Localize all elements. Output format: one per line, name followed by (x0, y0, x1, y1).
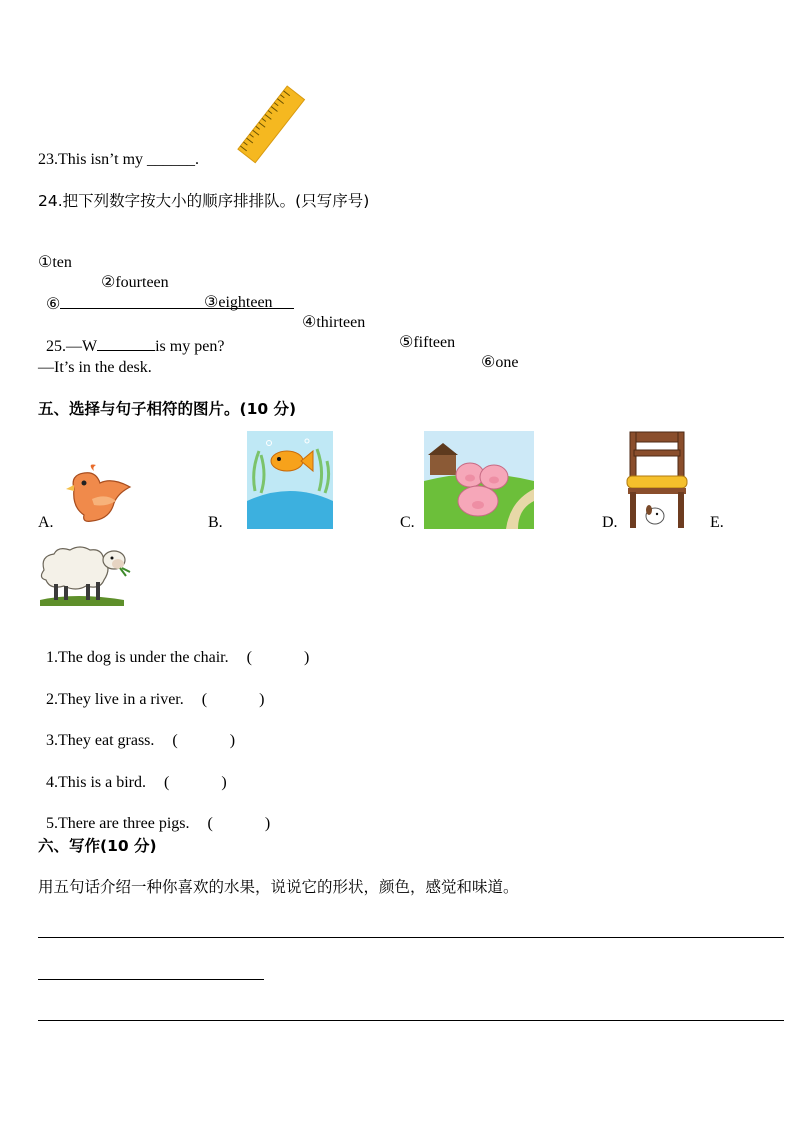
q23-text: 23.This isn’t my ______. (38, 151, 200, 168)
sheep-picture (36, 540, 132, 608)
pigs-picture (424, 431, 534, 529)
option-label-b: B. (208, 514, 223, 531)
q24-option: ①ten (38, 254, 72, 271)
q24-option: ⑤fifteen (399, 334, 456, 351)
q24-option: ②fourteen (101, 274, 169, 291)
answer-parentheses[interactable]: ( ) (164, 774, 227, 791)
writing-line[interactable] (38, 1020, 784, 1021)
sentence-2: 2.They live in a river. ( ) (46, 691, 265, 708)
sentence-5: 5.There are three pigs. ( ) (46, 815, 271, 832)
answer-parentheses[interactable]: ( ) (201, 691, 265, 708)
option-label-d: D. (602, 514, 618, 531)
q24-option: ⑥one (481, 354, 519, 371)
section6-prompt: 用五句话介绍一种你喜欢的水果，说说它的形状，颜色，感觉和味道。 (38, 878, 519, 896)
q24-title: 24.把下列数字按大小的顺序排排队。(只写序号) (38, 192, 370, 210)
sentence-4: 4.This is a bird. ( ) (46, 774, 227, 791)
fish-picture (247, 431, 333, 529)
answer-parentheses[interactable]: ( ) (172, 732, 236, 749)
option-label-e: E. (710, 514, 724, 531)
q24-answer-line: ⑥ (38, 274, 294, 315)
answer-blank[interactable] (97, 336, 155, 351)
q24-option: ③eighteen (204, 294, 273, 311)
chair-dog-picture (624, 428, 690, 530)
answer-parentheses[interactable]: ( ) (207, 815, 271, 832)
option-label-a: A. (38, 514, 54, 531)
q25-line1: 25.—W is my pen? (46, 338, 225, 355)
writing-line[interactable] (38, 937, 784, 938)
answer-blank[interactable] (60, 294, 294, 309)
writing-line[interactable] (38, 979, 264, 980)
option-label-c: C. (400, 514, 415, 531)
ruler-picture (236, 84, 308, 166)
sentence-1: 1.The dog is under the chair. ( ) (46, 649, 310, 666)
q25-line2: —It’s in the desk. (38, 359, 152, 376)
section6-heading: 六、写作(10 分) (38, 837, 157, 855)
bird-picture (62, 463, 134, 527)
section5-heading: 五、选择与句子相符的图片。(10 分) (38, 400, 297, 418)
answer-parentheses[interactable]: ( ) (246, 649, 310, 666)
sentence-3: 3.They eat grass. ( ) (46, 732, 236, 749)
q24-option: ④thirteen (302, 314, 366, 331)
